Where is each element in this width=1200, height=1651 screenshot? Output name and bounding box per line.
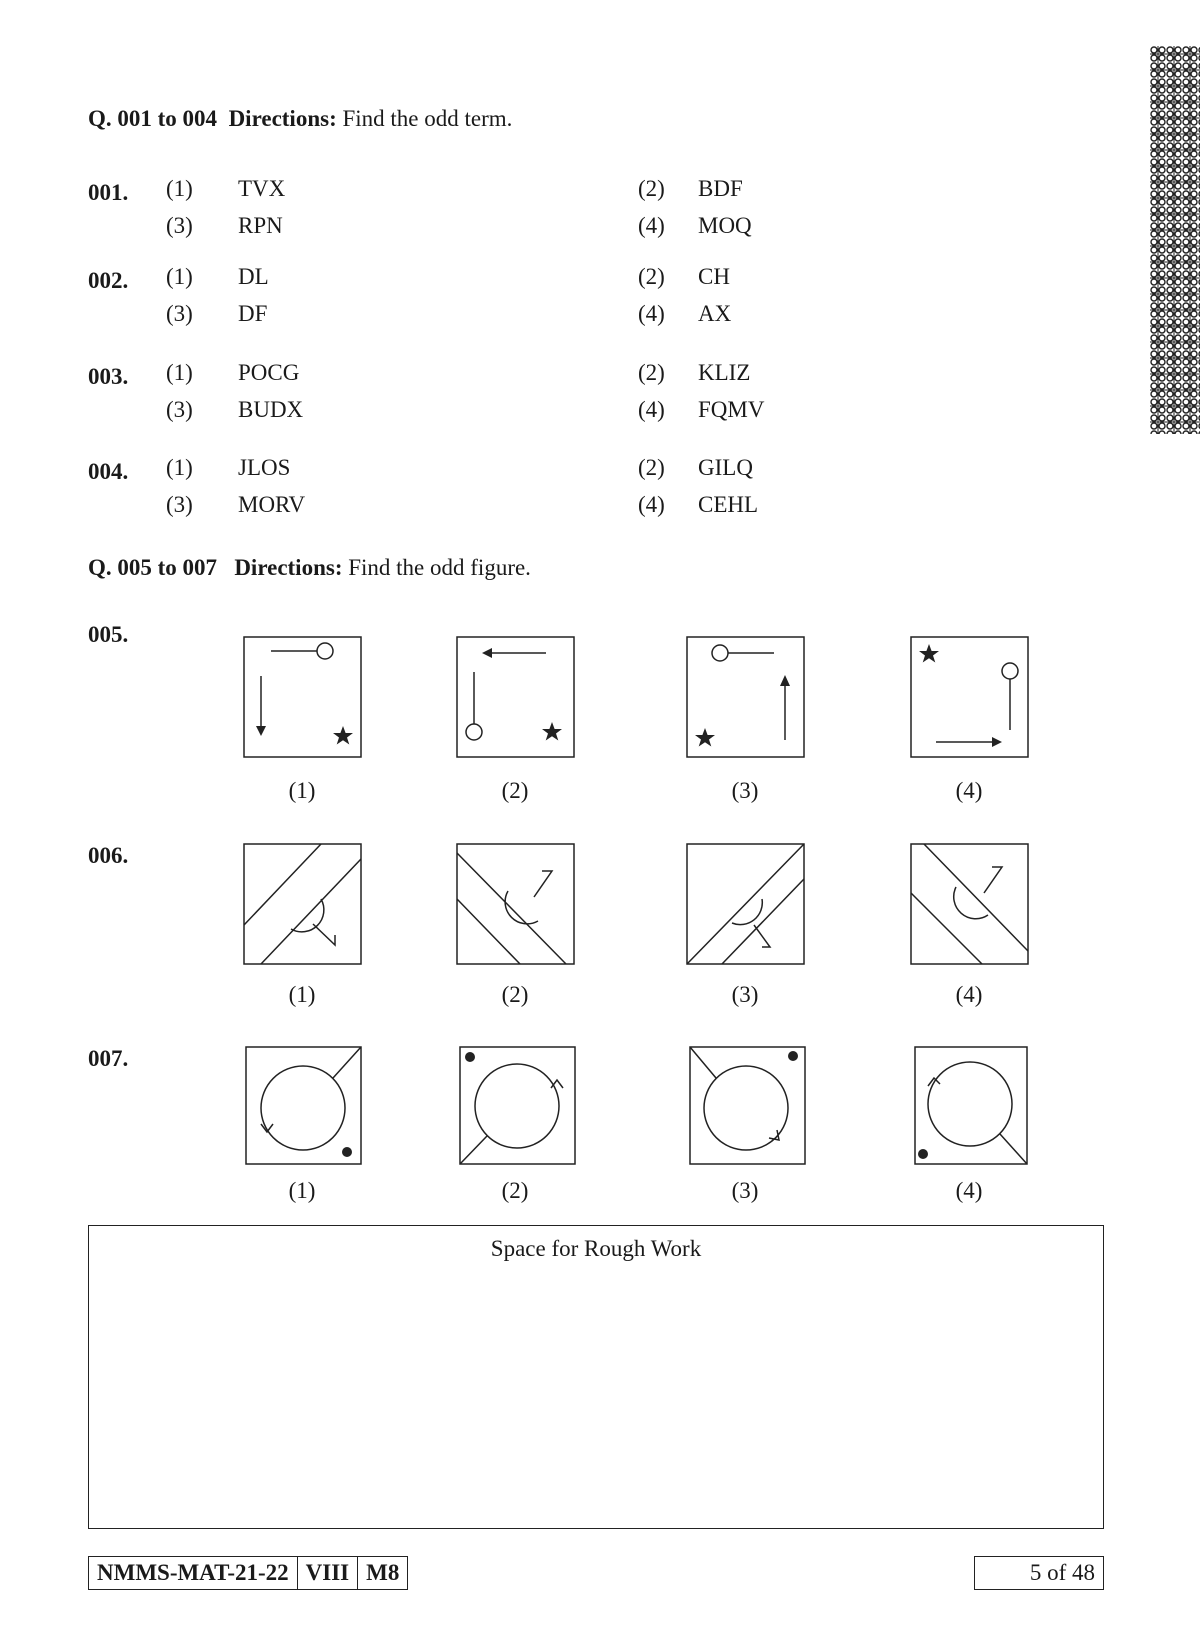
- question-range: Q. 001 to 004: [88, 106, 218, 131]
- option-text[interactable]: DF: [238, 301, 268, 326]
- decorative-border-pattern: [1150, 46, 1200, 434]
- q006-figure-4[interactable]: [910, 843, 1029, 965]
- q005-figure-2[interactable]: [456, 636, 575, 758]
- option-number: (1): [166, 176, 193, 201]
- option-text[interactable]: BUDX: [238, 397, 304, 422]
- option-number: (3): [166, 492, 193, 517]
- figure-option-label: (1): [288, 778, 316, 803]
- option-text[interactable]: POCG: [238, 360, 300, 385]
- option-number: (3): [166, 213, 193, 238]
- question-number-007: 007.: [88, 1046, 129, 1071]
- option-number: (2): [638, 264, 665, 289]
- directions-odd-term: [88, 106, 512, 132]
- option-text[interactable]: MOQ: [698, 213, 752, 238]
- option-text[interactable]: AX: [698, 301, 732, 326]
- option-number: (4): [638, 213, 665, 238]
- figure-option-label: (2): [501, 1178, 529, 1203]
- question-number: 004.: [88, 459, 129, 484]
- option-number: (2): [638, 455, 665, 480]
- option-text[interactable]: KLIZ: [698, 360, 751, 385]
- medium-code: M8: [357, 1557, 407, 1589]
- directions-label: Directions:: [228, 106, 337, 131]
- question-number: 002.: [88, 268, 129, 293]
- class-code: VIII: [297, 1557, 357, 1589]
- option-text[interactable]: JLOS: [238, 455, 291, 480]
- page-number: 5 of 48: [1029, 1560, 1095, 1585]
- option-number: (3): [166, 301, 193, 326]
- figure-option-label: (4): [955, 982, 983, 1007]
- q006-figure-2[interactable]: [456, 843, 575, 965]
- option-number: (4): [638, 301, 665, 326]
- star-icon: [542, 722, 562, 741]
- option-number: (4): [638, 492, 665, 517]
- q007-figure-3[interactable]: [689, 1046, 806, 1165]
- q005-figure-1[interactable]: [243, 636, 362, 758]
- question-number: 003.: [88, 364, 129, 389]
- star-icon: [333, 726, 353, 745]
- figure-option-label: (3): [731, 778, 759, 803]
- question-number: 001.: [88, 180, 129, 205]
- option-number: (1): [166, 360, 193, 385]
- star-icon: [695, 728, 715, 747]
- figure-option-label: (1): [288, 1178, 316, 1203]
- q006-figure-1[interactable]: [243, 843, 362, 965]
- q005-figure-3[interactable]: [686, 636, 805, 758]
- page-number-box: [974, 1556, 1104, 1590]
- figure-option-label: (3): [731, 1178, 759, 1203]
- q006-figure-3[interactable]: [686, 843, 805, 965]
- option-number: (2): [638, 176, 665, 201]
- option-text[interactable]: DL: [238, 264, 269, 289]
- option-text[interactable]: MORV: [238, 492, 306, 517]
- option-text[interactable]: FQMV: [698, 397, 765, 422]
- paper-code: NMMS-MAT-21-22: [97, 1560, 289, 1585]
- figure-option-label: (2): [501, 982, 529, 1007]
- q007-figure-2[interactable]: [459, 1046, 576, 1165]
- option-number: (2): [638, 360, 665, 385]
- option-text[interactable]: BDF: [698, 176, 743, 201]
- figure-option-label: (3): [731, 982, 759, 1007]
- figure-option-label: (1): [288, 982, 316, 1007]
- paper-code-box: [88, 1556, 408, 1590]
- directions-odd-figure: [88, 555, 531, 581]
- option-text[interactable]: CH: [698, 264, 730, 289]
- rough-work-box[interactable]: [88, 1225, 1104, 1529]
- option-number: (1): [166, 264, 193, 289]
- figure-option-label: (2): [501, 778, 529, 803]
- directions-text: Find the odd figure.: [348, 555, 531, 580]
- option-text[interactable]: TVX: [238, 176, 286, 201]
- directions-text: Find the odd term.: [342, 106, 513, 131]
- rough-work-title: Space for Rough Work: [490, 1236, 702, 1261]
- directions-label: Directions:: [234, 555, 343, 580]
- question-number-005: 005.: [88, 622, 129, 647]
- question-number-006: 006.: [88, 843, 129, 868]
- option-number: (4): [638, 397, 665, 422]
- option-text[interactable]: RPN: [238, 213, 283, 238]
- figure-option-label: (4): [955, 778, 983, 803]
- option-text[interactable]: GILQ: [698, 455, 753, 480]
- option-text[interactable]: CEHL: [698, 492, 759, 517]
- option-number: (1): [166, 455, 193, 480]
- figure-option-label: (4): [955, 1178, 983, 1203]
- star-icon: [919, 644, 939, 663]
- question-range: Q. 005 to 007: [88, 555, 218, 580]
- q005-figure-4[interactable]: [910, 636, 1029, 758]
- q007-figure-1[interactable]: [245, 1046, 362, 1165]
- q007-figure-4[interactable]: [914, 1046, 1028, 1165]
- option-number: (3): [166, 397, 193, 422]
